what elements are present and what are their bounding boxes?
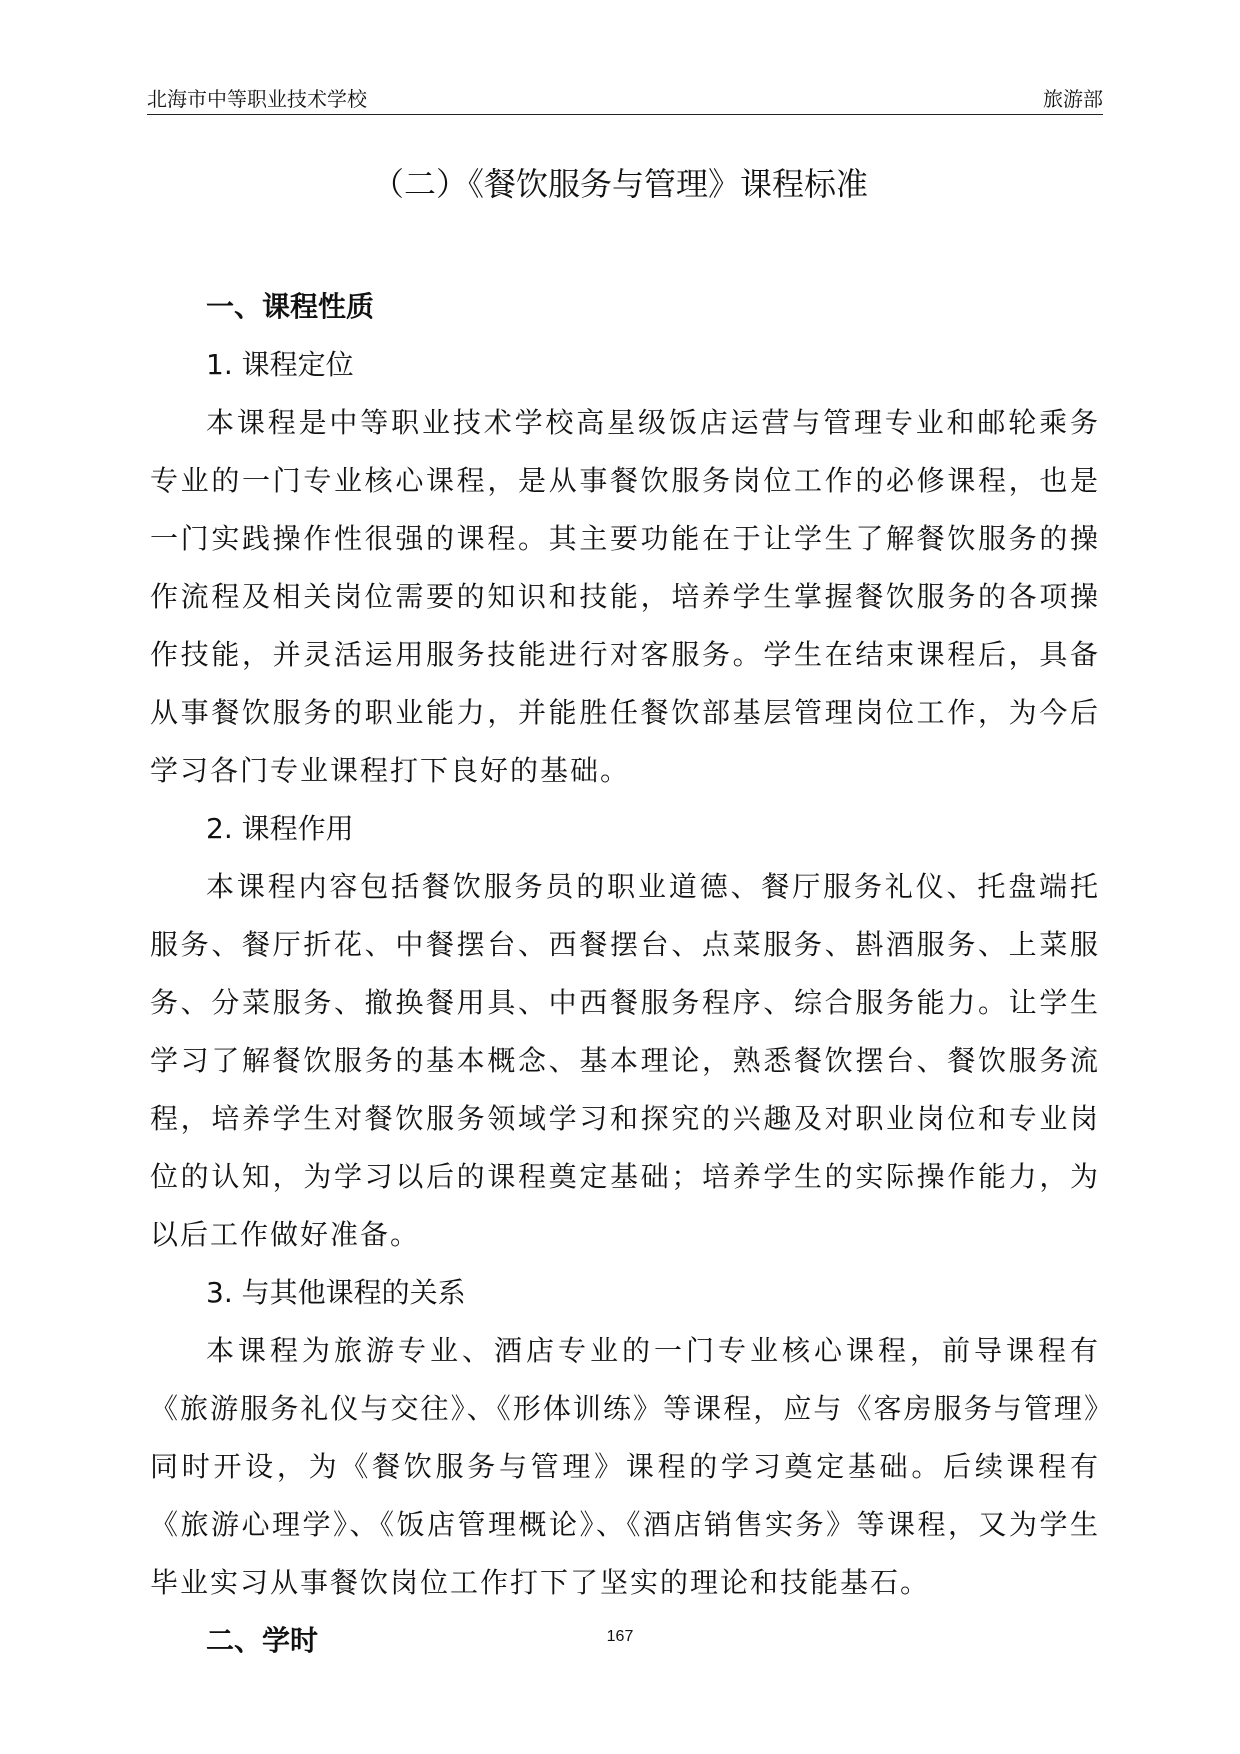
section-heading-course-nature: 一、课程性质 [206,290,375,323]
header-department: 旅游部 [1043,87,1103,111]
subsection-heading-course-role: 2. 课程作用 [206,812,354,845]
subsection-heading-course-positioning: 1. 课程定位 [206,348,354,381]
paragraph-course-relations: 本课程为旅游专业、酒店专业的一门专业核心课程，前导课程有《旅游服务礼仪与交往》、《形体训练》等课程，应与《客房服务与管理》同时开设，为《餐饮服务与管理》课程的学习奠定基础。后续课程有《旅游心理学》、《饭店管理概论》、《酒店销售实务》等课程，又为学生毕业实习从事餐饮岗位工作打下了坚实的理论和技能基石。 [150,1334,1100,1599]
document-title: （二）《餐饮服务与管理》课程标准 [371,165,868,203]
paragraph-course-positioning: 本课程是中等职业技术学校高星级饭店运营与管理专业和邮轮乘务专业的一门专业核心课程，是从事餐饮服务岗位工作的必修课程，也是一门实践操作性很强的课程。其主要功能在于让学生了解餐饮服务的操作流程及相关岗位需要的知识和技能，培养学生掌握餐饮服务的各项操作技能，并灵活运用服务技能进行对客服务。学生在结束课程后，具备从事餐饮服务的职业能力，并能胜任餐饮部基层管理岗位工作，为今后学习各门专业课程打下良好的基础。 [150,406,1100,787]
document-body [150,278,1100,1670]
subsection-heading-course-relations: 3. 与其他课程的关系 [206,1276,466,1309]
section-heading-class-hours: 二、学时 [206,1624,319,1657]
page-header [147,84,1103,115]
paragraph-course-role: 本课程内容包括餐饮服务员的职业道德、餐厅服务礼仪、托盘端托服务、餐厅折花、中餐摆台、西餐摆台、点菜服务、斟酒服务、上菜服务、分菜服务、撤换餐用具、中西餐服务程序、综合服务能力。让学生学习了解餐饮服务的基本概念、基本理论，熟悉餐饮摆台、餐饮服务流程，培养学生对餐饮服务领域学习和探究的兴趣及对职业岗位和专业岗位的认知，为学习以后的课程奠定基础；培养学生的实际操作能力，为以后工作做好准备。 [150,870,1100,1251]
page-number: 167 [606,1628,634,1645]
header-school-name: 北海市中等职业技术学校 [147,87,367,111]
